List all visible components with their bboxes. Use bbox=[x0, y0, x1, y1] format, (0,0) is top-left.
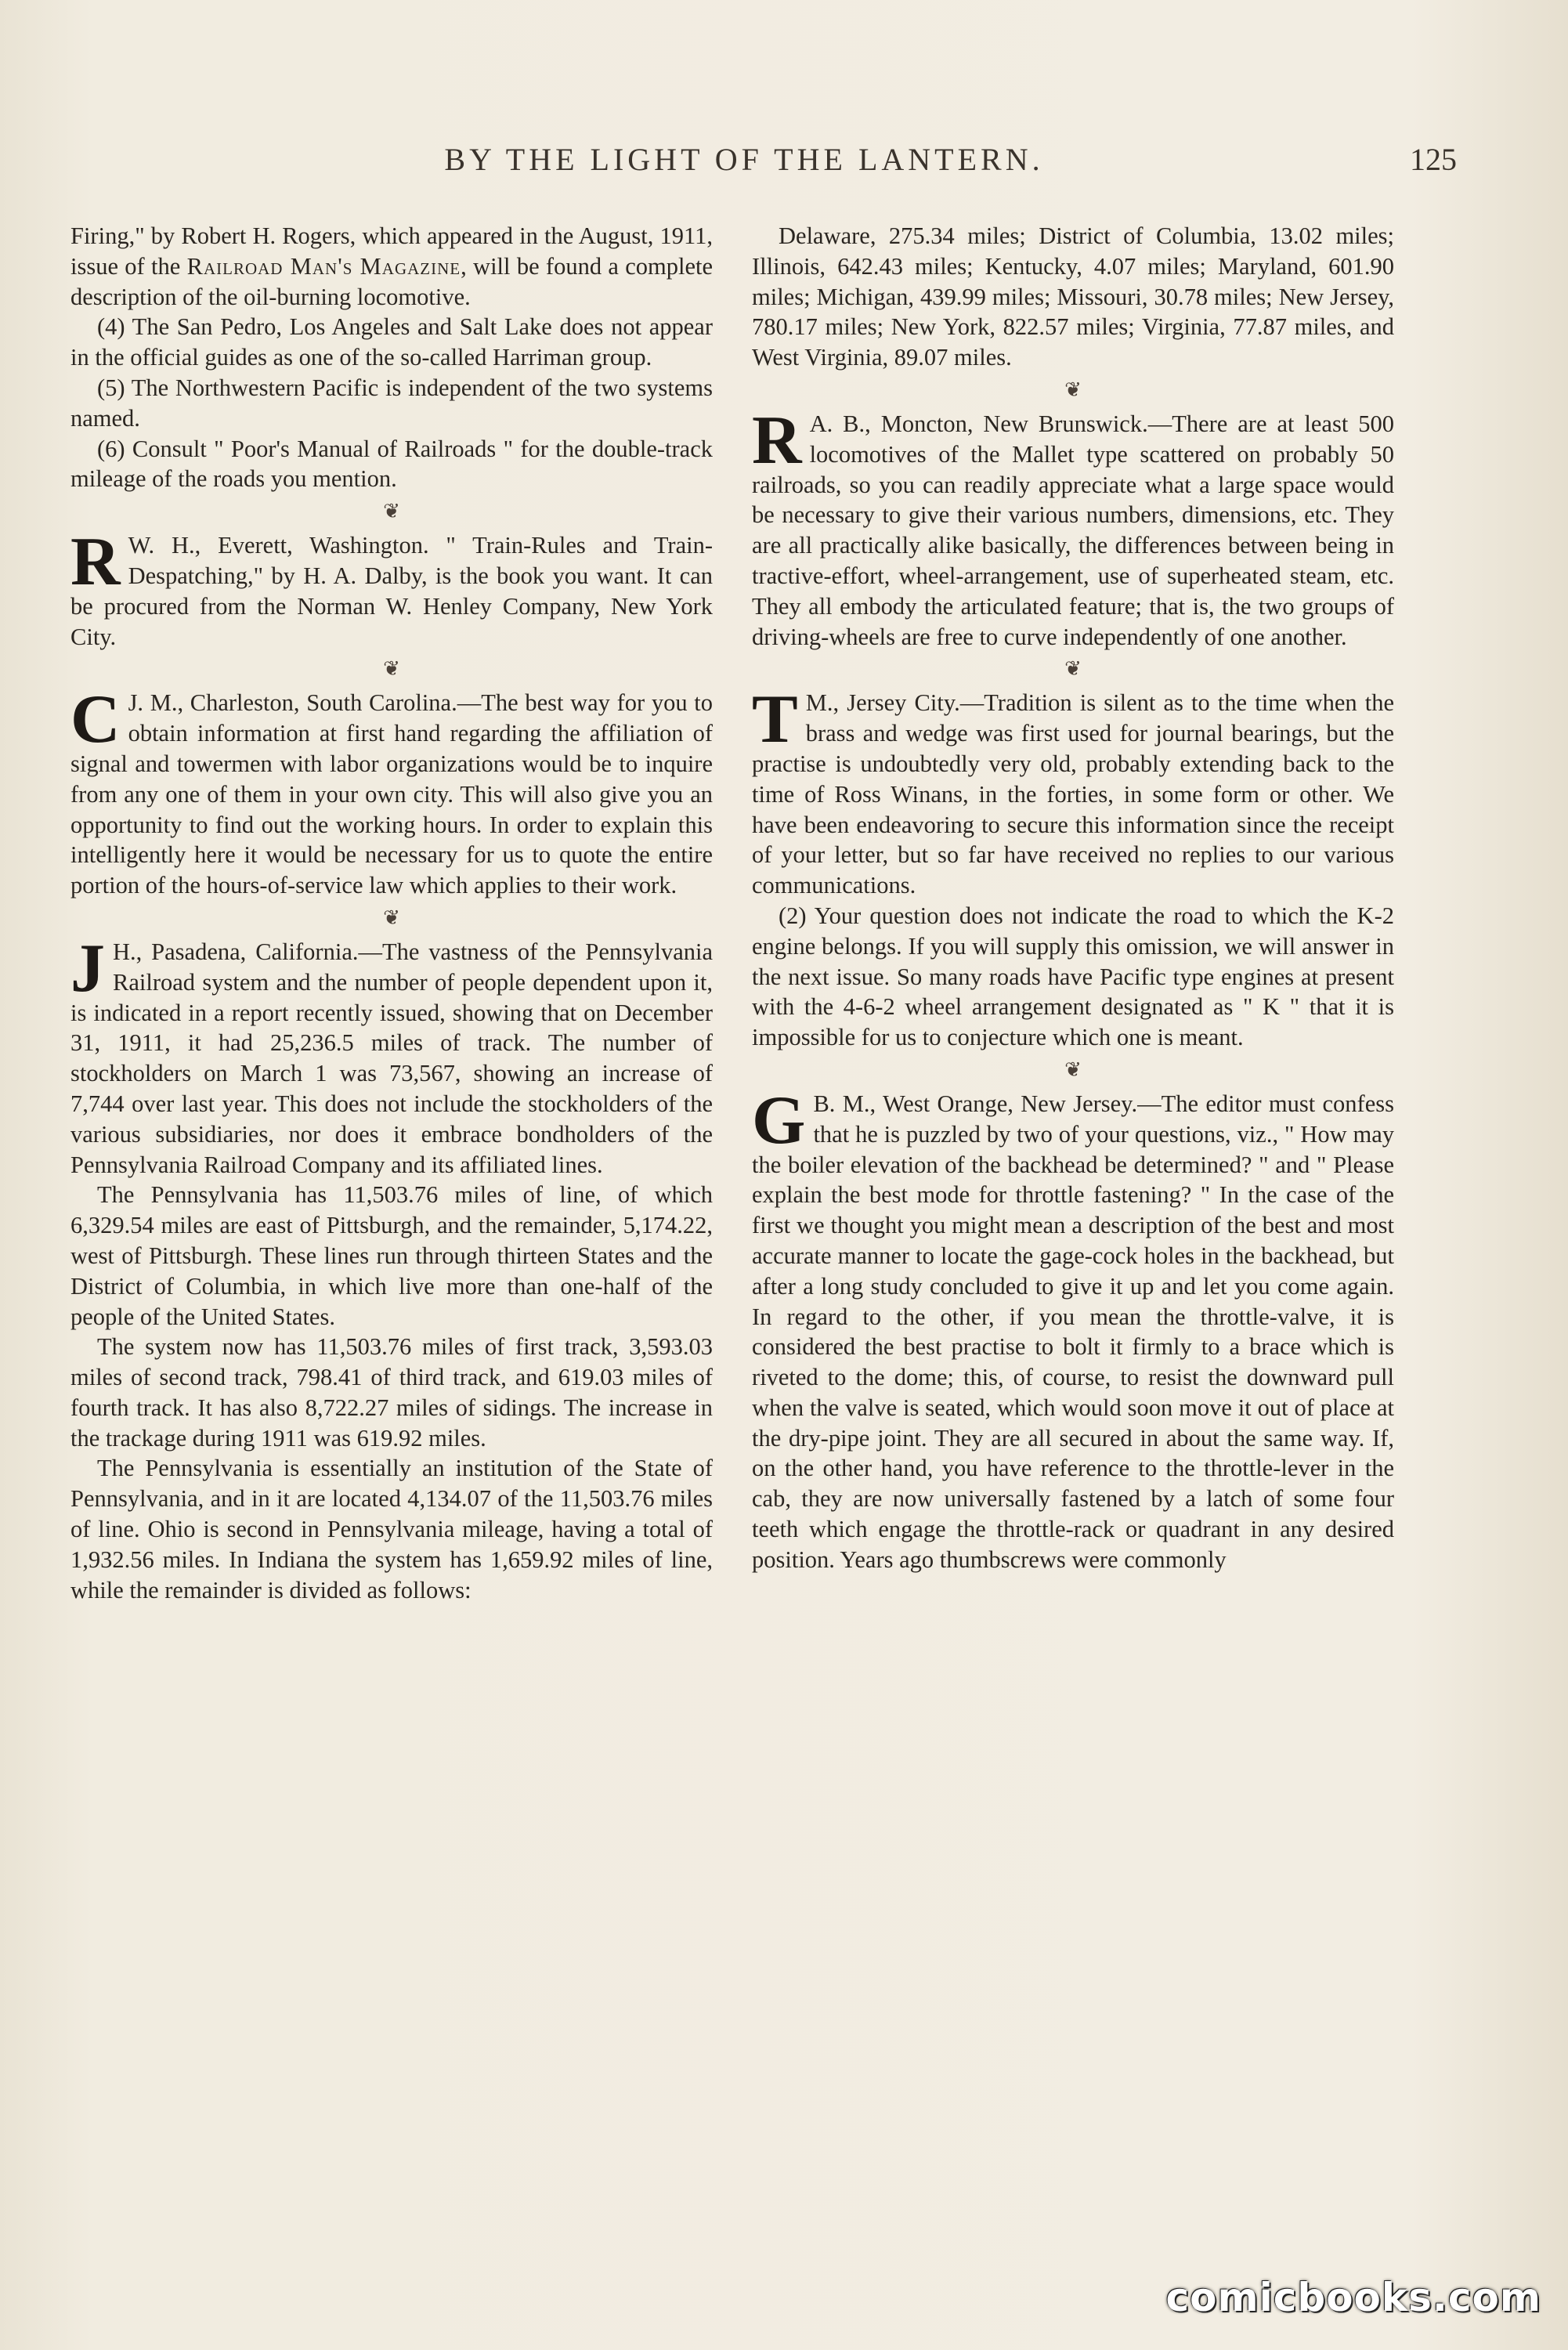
paragraph: (4) The San Pedro, Los Angeles and Salt Lake does not appear in the official guides as one of the so-called Harriman group. bbox=[70, 313, 713, 371]
paragraph: The system now has 11,503.76 miles of first track, 3,593.03 miles of second track, 798.41 of third track, and 619.03 miles of fourth track. It has also 8,722.27 miles of sidings. The increase in the trackage during 1911 was 619.92 miles. bbox=[70, 1333, 713, 1452]
paragraph: (2) Your question does not indicate the road to which the K-2 engine belongs. If you will supply this omission, we will answer in the next issue. So many roads have Pacific type engines at present with the 4-6-2 wheel arrangement designated as " K " that it is impossible for us to conjecture which one is meant. bbox=[752, 902, 1394, 1051]
drop-cap: G bbox=[752, 1082, 806, 1159]
answer-entry: R W. H., Everett, Washington. " Train-Rules and Train-Despatching," by H. A. Dalby, is the book you want. It can be procured from the Norman W. Henley Company, New York City. bbox=[70, 524, 713, 650]
paragraph: (6) Consult " Poor's Manual of Railroads " for the double-track mileage of the roads you mention. bbox=[70, 435, 713, 493]
answer-entry: R A. B., Moncton, New Brunswick.—There are at least 500 locomotives of the Mallet type scattered on probably 50 railroads, so you can readily appreciate what a large space would be necessary to give their various numbers, dimensions, etc. They are all practically alike basically, the differences between being in tractive-effort, wheel-arrangement, use of superheated steam, etc. They all embody the articulated feature; that is, the two groups of driving-wheels are free to curve independently of one another. bbox=[752, 402, 1394, 650]
section-ornament-icon: ❦ bbox=[1064, 1058, 1082, 1081]
drop-cap: T bbox=[752, 682, 798, 758]
left-column bbox=[70, 221, 713, 1605]
right-column bbox=[752, 221, 1394, 1575]
answer-entry: C J. M., Charleston, South Carolina.—The best way for you to obtain information at first hand regarding the affiliation of signal and towermen with labor organizations would be to inquire from any one of them in your own city. This will also give you an opportunity to find out the working hours. In order to explain this intelligently here it would be necessary for us to quote the entire portion of the hours-of-service law which applies to their work. bbox=[70, 682, 713, 899]
drop-cap: R bbox=[70, 524, 121, 601]
drop-cap: J bbox=[70, 930, 105, 1007]
section-ornament-icon: ❦ bbox=[1064, 657, 1082, 681]
paragraph: Delaware, 275.34 miles; District of Columbia, 13.02 miles; Illinois, 642.43 miles; Kentucky, 4.07 miles; Maryland, 601.90 miles; Michigan, 439.99 miles; Missouri, 30.78 miles; New Jersey, 780.17 miles; New York, 822.57 miles; Virginia, 77.87 miles, and West Virginia, 89.07 miles. bbox=[752, 222, 1394, 371]
answer-entry: T M., Jersey City.—Tradition is silent as to the time when the brass and wedge was first used for journal bearings, but the practise is undoubtedly very old, probably extending back to the time of Ross Winans, in the forties, in some form or other. We have been endeavoring to secure this information since the receipt of your letter, but so far have received no replies to our various communications. bbox=[752, 682, 1394, 899]
section-ornament-icon: ❦ bbox=[383, 657, 400, 681]
running-header bbox=[70, 141, 1457, 188]
answer-entry: G B. M., West Orange, New Jersey.—The editor must confess that he is puzzled by two of your questions, viz., " How may the boiler elevation of the backhead be determined? " and " Please explain the best mode for throttle fastening? " In the case of the first we thought you might mean a description of the best and most accurate manner to locate the gage-cock holes in the backhead, but after a long study concluded to give it up and let you come again. In regard to the other, if you mean the throttle-valve, it is considered the best practise to bolt it firmly to a brace which is riveted to the dome; this, of course, to resist the downward pull when the valve is seated, which would soon move it out of place at the dry-pipe joint. They are all secured in about the same way. If, on the other hand, you have reference to the throttle-lever in the cab, they are now universally fastened by a latch of some four teeth which engage the throttle-rack or quadrant in any desired position. Years ago thumbscrews were commonly bbox=[752, 1082, 1394, 1573]
magazine-name: Railroad Man's Magazine bbox=[186, 252, 461, 280]
watermark-logo: comicbooks.com bbox=[1165, 2275, 1541, 2320]
section-ornament-icon: ❦ bbox=[383, 906, 400, 929]
paragraph: Firing," by Robert H. Rogers, which appeared in the August, 1911, issue of the Railroad Man's Magazine, will be found a complete description of the oil-burning locomotive. bbox=[70, 222, 714, 310]
paragraph: The Pennsylvania has 11,503.76 miles of line, of which 6,329.54 miles are east of Pittsburgh, and the remainder, 5,174.22, west of Pittsburgh. These lines run through thirteen States and the District of Columbia, in which live more than one-half of the people of the United States. bbox=[70, 1181, 713, 1330]
section-ornament-icon: ❦ bbox=[383, 500, 400, 523]
drop-cap: R bbox=[752, 402, 802, 479]
paragraph: The Pennsylvania is essentially an institution of the State of Pennsylvania, and in it are located 4,134.07 of the 11,503.76 miles of line. Ohio is second in Pennsylvania mileage, having a total of 1,932.56 miles. In Indiana the system has 1,659.92 miles of line, while the remainder is divided as follows: bbox=[70, 1455, 713, 1603]
section-ornament-icon: ❦ bbox=[1064, 378, 1082, 401]
page-number: 125 bbox=[1410, 142, 1457, 177]
answer-entry: J H., Pasadena, California.—The vastness of the Pennsylvania Railroad system and the number of people dependent upon it, is indicated in a report recently issued, showing that on December 31, 1911, it had 25,236.5 miles of track. The number of stockholders on March 1 was 73,567, showing an increase of 7,744 over last year. This does not include the stockholders of the various subsidiaries, nor does it embrace bondholders of the Pennsylvania Railroad Company and its affiliated lines. bbox=[70, 930, 713, 1178]
running-title: BY THE LIGHT OF THE LANTERN. bbox=[444, 142, 1044, 177]
paragraph: (5) The Northwestern Pacific is independent of the two systems named. bbox=[70, 374, 713, 432]
drop-cap: C bbox=[70, 682, 121, 758]
